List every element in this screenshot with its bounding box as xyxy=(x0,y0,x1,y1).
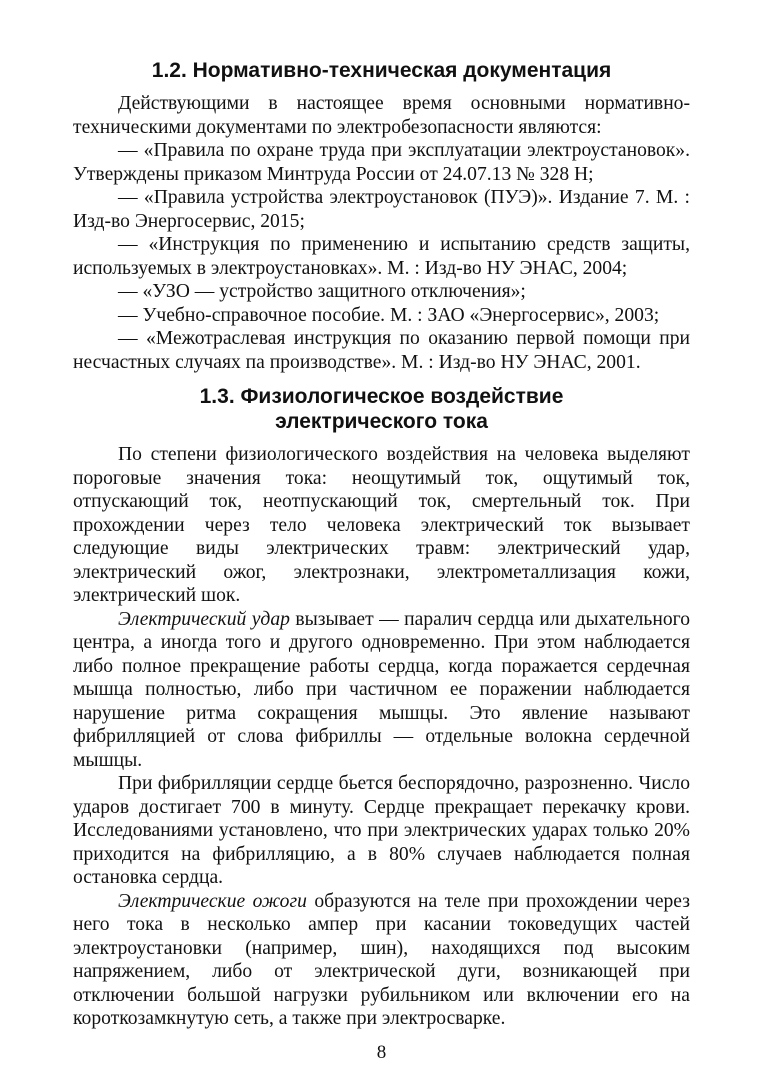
paragraph-thresholds: По степени физиологического воздействия на человека выделяют пороговые значения тока: неощутимый ток, ощутимый ток, отпускающий ток, неотпускающий ток, смертельный ток. При прохождении через тело человека электрический ток вызывает следующие виды электрических травм: электрический удар, электрический ожог, электрознаки, электрометаллизация кожи, электрический шок. xyxy=(73,444,690,606)
section-1-2-title: 1.2. Нормативно-техническая документация xyxy=(151,59,612,82)
paragraph-electric-shock xyxy=(73,608,690,773)
page-content xyxy=(73,52,690,1031)
term-electric-burns: Электрические ожоги xyxy=(118,890,307,912)
paragraph-electric-shock-text: вызывает — паралич сердца или дыхательного центра, а иногда того и другого одновременно. При этом наблюдается либо полное прекращение работы сердца, когда поражается сердечная мышца полностью, либо при частичном ее поражении наблюдается нарушение ритма сокращения мышцы. Это явление называют фибрилляцией от слова фибриллы — отдельные волокна сердечной мышцы. xyxy=(73,608,690,771)
document-item: — «Правила устройства электроустановок (ПУЭ)». Издание 7. М. : Изд-во Энергосервис, 2015; xyxy=(73,187,690,232)
section-1-3-title-line2: электрического тока xyxy=(275,410,488,433)
section-1-2-intro: Действующими в настоящее время основными нормативно-техническими документами по электробезопасности являются: xyxy=(73,93,690,138)
page-number: 8 xyxy=(376,1042,387,1063)
document-item: — «Межотраслевая инструкция по оказанию первой помощи при несчастных случаях па производстве». М. : Изд-во НУ ЭНАС, 2001. xyxy=(73,328,690,373)
document-item: — «Инструкция по применению и испытанию средств защиты, используемых в электроустановках». М. : Изд-во НУ ЭНАС, 2004; xyxy=(73,234,690,279)
paragraph-fibrillation: При фибрилляции сердце бьется беспорядочно, разрозненно. Число ударов достигает 700 в минуту. Сердце прекращает перекачку крови. Исследованиями установлено, что при электрических ударах только 20% приходится на фибрилляцию, а в 80% случаев наблюдается полная остановка сердца. xyxy=(73,773,690,888)
document-item: — «УЗО — устройство защитного отключения»; xyxy=(118,281,526,302)
paragraph-burns-text: образуются на теле при прохождении через него тока в несколько ампер при касании токоведущих частей электроустановки (например, шин), находящихся под высоким напряжением, либо от электрической дуги, возникающей при отключении большой нагрузки рубильником или включении его на короткозамкнутую сеть, а также при электросварке. xyxy=(73,890,690,1029)
section-1-3-title-line1: 1.3. Физиологическое воздействие xyxy=(199,385,564,408)
section-1-3-title xyxy=(73,384,690,434)
document-item: — Учебно-справочное пособие. М. : ЗАО «Энергосервис», 2003; xyxy=(118,304,660,326)
term-electric-shock: Электрический удар xyxy=(118,608,290,630)
paragraph-burns xyxy=(73,890,690,1031)
document-item: — «Правила по охране труда при эксплуатации электроустановок». Утверждены приказом Минтруда России от 24.07.13 № 328 Н; xyxy=(73,140,690,185)
